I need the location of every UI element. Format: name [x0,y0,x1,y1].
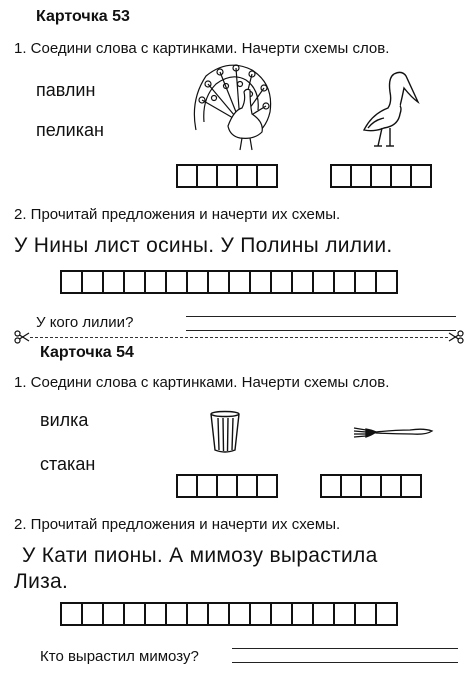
schema-cell[interactable] [291,602,314,626]
answer-line[interactable] [186,330,456,331]
card-53-question: У кого лилии? [36,314,134,331]
schema-cell[interactable] [81,602,104,626]
schema-cell[interactable] [60,270,83,294]
answer-line[interactable] [232,662,458,663]
schema-cell[interactable] [165,270,188,294]
schema-cell[interactable] [207,270,230,294]
schema-cell[interactable] [236,474,258,498]
schema-cell[interactable] [333,270,356,294]
schema-cell[interactable] [81,270,104,294]
card-54-task-2: 2. Прочитай предложения и начерти их схемы. [14,516,341,533]
word-stakan: стакан [40,454,96,474]
schema-cell[interactable] [216,474,238,498]
schema-cell[interactable] [186,270,209,294]
schema-cell[interactable] [123,602,146,626]
scissors-icon [448,330,464,344]
word-pelikan: пеликан [36,120,104,140]
schema-cell[interactable] [256,164,278,188]
card-54-title: Карточка 54 [40,344,134,361]
schema-cell[interactable] [60,602,83,626]
card-54-sentence-line-2: Лиза. [14,570,69,593]
schema-cell[interactable] [249,270,272,294]
schema-cell[interactable] [410,164,432,188]
schema-cell[interactable] [207,602,230,626]
schema-cell[interactable] [196,164,218,188]
schema-cell[interactable] [400,474,422,498]
glass-icon [208,410,242,454]
schema-cell[interactable] [354,270,377,294]
schema-cell[interactable] [390,164,412,188]
schema-pelikan[interactable] [330,164,430,188]
schema-cell[interactable] [270,270,293,294]
schema-cell[interactable] [380,474,402,498]
schema-cell[interactable] [360,474,382,498]
schema-cell[interactable] [375,270,398,294]
schema-cell[interactable] [354,602,377,626]
card-53-task-2: 2. Прочитай предложения и начерти их схемы. [14,206,341,223]
schema-cell[interactable] [375,602,398,626]
schema-cell[interactable] [350,164,372,188]
card-53-title: Карточка 53 [36,8,130,25]
schema-cell[interactable] [165,602,188,626]
schema-pavlin[interactable] [176,164,276,188]
sentence-schema-53[interactable] [60,270,396,294]
schema-cell[interactable] [291,270,314,294]
word-vilka: вилка [40,410,89,430]
schema-cell[interactable] [144,270,167,294]
schema-cell[interactable] [186,602,209,626]
scissors-icon [14,330,30,344]
card-54-sentence-line-1: У Кати пионы. А мимозу вырастила [22,544,378,567]
schema-cell[interactable] [236,164,258,188]
schema-cell[interactable] [196,474,218,498]
schema-cell[interactable] [102,602,125,626]
card-53-sentence: У Нины лист осины. У Полины лилии. [14,234,393,257]
schema-stakan[interactable] [320,474,420,498]
sentence-schema-54[interactable] [60,602,396,626]
schema-cell[interactable] [144,602,167,626]
schema-cell[interactable] [330,164,352,188]
cut-line [30,337,448,338]
schema-cell[interactable] [256,474,278,498]
card-53-task-1: 1. Соедини слова с картинками. Начерти схемы слов. [14,40,390,57]
answer-line[interactable] [232,648,458,649]
schema-cell[interactable] [312,602,335,626]
schema-cell[interactable] [216,164,238,188]
peacock-icon [188,60,278,152]
card-54-task-1: 1. Соедини слова с картинками. Начерти схемы слов. [14,374,390,391]
fork-icon [354,424,434,440]
schema-cell[interactable] [270,602,293,626]
word-pavlin: павлин [36,80,96,100]
schema-cell[interactable] [228,602,251,626]
schema-cell[interactable] [340,474,362,498]
schema-cell[interactable] [228,270,251,294]
schema-cell[interactable] [320,474,342,498]
schema-cell[interactable] [176,474,198,498]
schema-cell[interactable] [370,164,392,188]
schema-cell[interactable] [249,602,272,626]
schema-cell[interactable] [123,270,146,294]
answer-line[interactable] [186,316,456,317]
card-54-question: Кто вырастил мимозу? [40,648,199,665]
schema-cell[interactable] [333,602,356,626]
schema-vilka[interactable] [176,474,276,498]
pelican-icon [354,68,420,150]
schema-cell[interactable] [176,164,198,188]
schema-cell[interactable] [312,270,335,294]
schema-cell[interactable] [102,270,125,294]
